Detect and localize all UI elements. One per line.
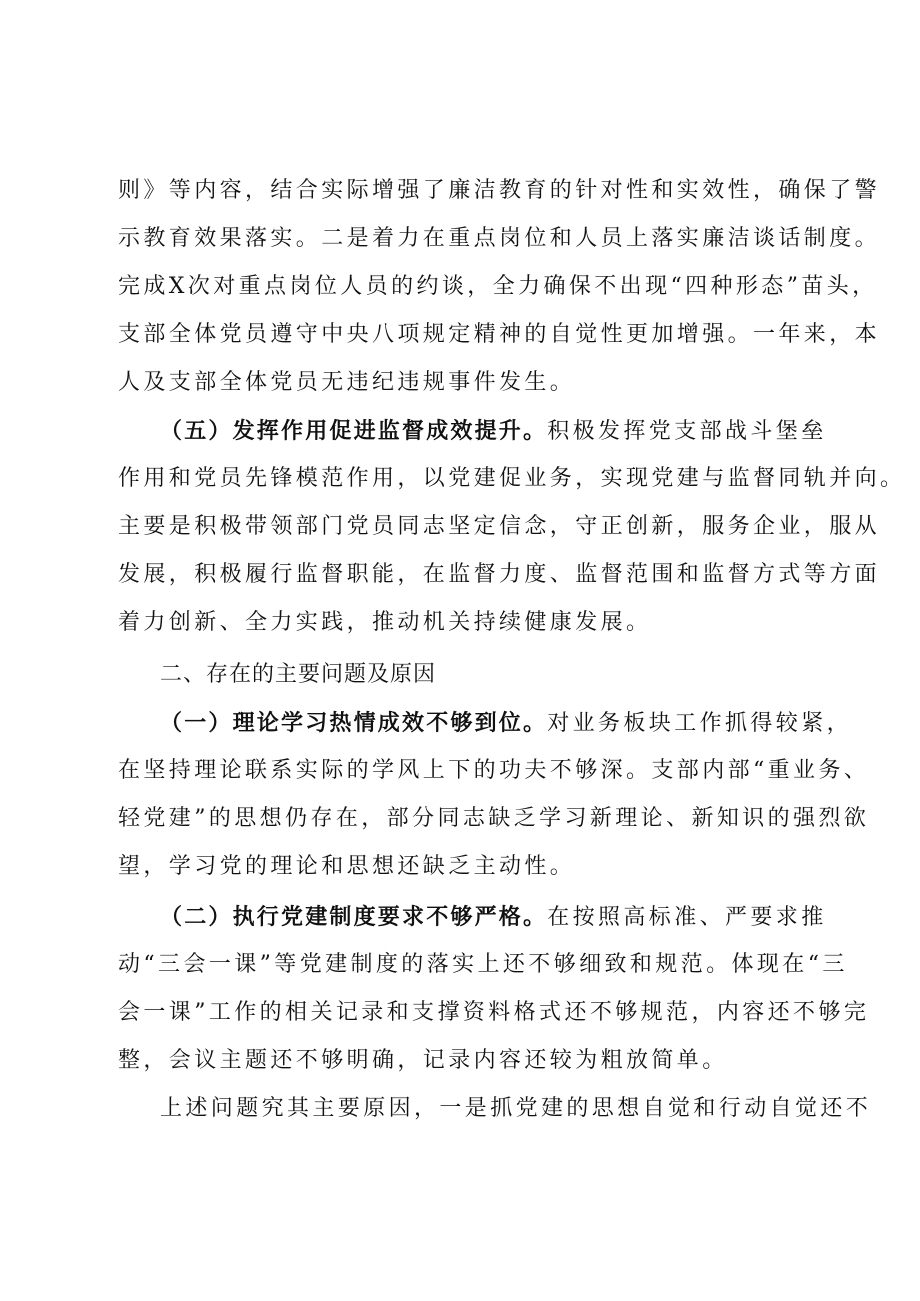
subsection-title: （一）理论学习热情成效不够到位。 [160,710,548,736]
paragraph-line: 人及支部全体党员无违纪违规事件发生。 [118,370,576,395]
subsection-line [160,708,852,739]
paragraph-line: 完成X次对重点岗位人员的约谈，全力确保不出现“四种形态”苗头， [118,274,878,299]
paragraph-line: 会一课”工作的相关记录和支撑资料格式还不够规范，内容还不够完 [118,1000,870,1025]
subsection-line [160,902,827,933]
paragraph-line: 动“三会一课”等党建制度的落实上还不够细致和规范。体现在“三 [118,952,848,977]
paragraph-line: 着力创新、全力实践，推动机关持续健康发展。 [118,610,652,635]
paragraph-line: 示教育效果落实。二是着力在重点岗位和人员上落实廉洁谈话制度。 [118,226,881,251]
subsection-title: （二）执行党建制度要求不够严格。 [160,904,548,930]
paragraph-line: 支部全体党员遵守中央八项规定精神的自觉性更加增强。一年来，本 [118,322,881,347]
paragraph-line: 上述问题究其主要原因，一是抓党建的思想自觉和行动自觉还不 [160,1096,872,1121]
paragraph-line: 作用和党员先锋模范作用，以党建促业务，实现党建与监督同轨并向。 [118,466,906,491]
paragraph-line: 望，学习党的理论和思想还缺乏主动性。 [118,854,576,879]
subsection-text: 对业务板块工作抓得较紧， [547,711,853,736]
section-heading: 二、存在的主要问题及原因 [160,662,437,687]
subsection-text: 积极发挥党支部战斗堡垒 [547,419,827,444]
paragraph-line: 在坚持理论联系实际的学风上下的功夫不够深。支部内部“重业务、 [118,758,870,783]
subsection-text: 在按照高标准、严要求推 [547,905,827,930]
paragraph-line: 主要是积极带领部门党员同志坚定信念，守正创新，服务企业，服从 [118,514,881,539]
paragraph-line: 轻党建”的思想仍存在，部分同志缺乏学习新理论、新知识的强烈欲 [118,806,870,831]
paragraph-line: 整，会议主题还不够明确，记录内容还较为粗放简单。 [118,1048,728,1073]
subsection-line [160,416,827,447]
paragraph-line: 则》等内容，结合实际增强了廉洁教育的针对性和实效性，确保了警 [118,178,881,203]
paragraph-line: 发展，积极履行监督职能，在监督力度、监督范围和监督方式等方面 [118,562,881,587]
subsection-title: （五）发挥作用促进监督成效提升。 [160,418,548,444]
